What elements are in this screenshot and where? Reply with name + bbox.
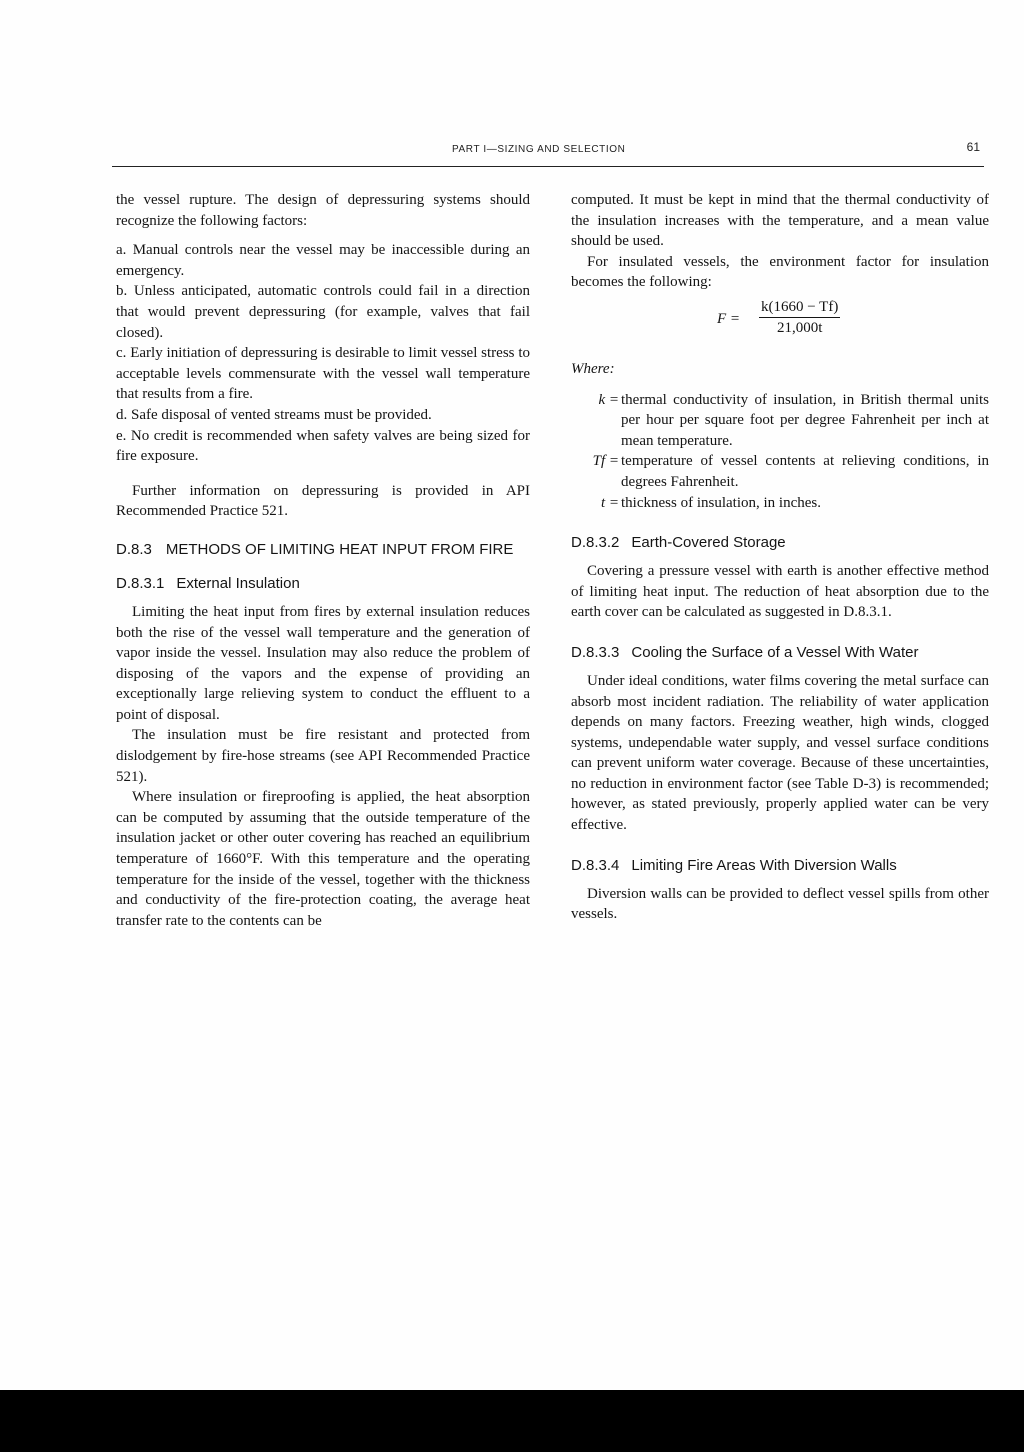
subsection-heading <box>571 856 989 876</box>
page-number: 61 <box>966 140 980 154</box>
body-paragraph: Covering a pressure vessel with earth is another effective method of limiting heat input. The reduction of heat absorption due to the earth cover can be calculated as suggested in D.8.3.1. <box>571 563 989 621</box>
body-paragraph: For insulated vessels, the environment factor for insulation becomes the following: <box>571 253 989 291</box>
definition-item <box>589 493 989 514</box>
continued-paragraph: computed. It must be kept in mind that the thermal conductivity of the insulation increases with the temperature, and a mean value should be used. <box>571 192 989 250</box>
subsection-heading <box>116 574 530 594</box>
body-paragraph: Under ideal conditions, water films covering the metal surface can absorb most incident radiation. The reliability of water application depends on many factors. Freezing weather, high winds, clogged systems, undependable water supply, and vessel surface conditions can prevent uniform water coverage. Because of these uncertainties, no reduction in environment factor (see Table D-3) is recommended; however, as stated previously, properly applied water can be very effective. <box>571 672 989 834</box>
right-column <box>571 190 989 925</box>
formula-denominator: 21,000t <box>776 319 823 336</box>
running-title: PART I—SIZING AND SELECTION <box>452 144 626 155</box>
definition-symbol: Tf = <box>592 453 619 470</box>
definition-symbol: t = <box>600 494 619 511</box>
formula-numerator: k(1660 − Tf) <box>759 297 840 318</box>
body-paragraph: Limiting the heat input from fires by external insulation reduces both the rise of the vessel wall temperature and the generation of vapor inside the vessel. Insulation may also reduce the problem of disposing of the vapors and the expense of providing an exceptionally large relieving system to conduct the effluent to a point of disposal. <box>116 603 530 723</box>
scan-border <box>0 1390 1024 1452</box>
factor-list <box>116 240 530 467</box>
section-title: METHODS OF LIMITING HEAT INPUT FROM FIRE <box>165 540 514 558</box>
definition-symbol: k = <box>598 391 619 408</box>
subsection-number: D.8.3.1 <box>116 574 165 592</box>
subsection-number: D.8.3.2 <box>571 534 620 552</box>
subsection-title: Cooling the Surface of a Vessel With Water <box>631 643 919 661</box>
subsection-title: Limiting Fire Areas With Diversion Walls <box>631 856 897 874</box>
left-column <box>116 190 530 931</box>
factor-item: a. Manual controls near the vessel may be inaccessible during an emergency. <box>116 242 530 279</box>
factor-item: c. Early initiation of depressuring is desirable to limit vessel stress to acceptable levels commensurate with the vessel wall temperature that results from a fire. <box>116 345 530 403</box>
body-paragraph: Diversion walls can be provided to deflect vessel spills from other vessels. <box>571 885 989 923</box>
intro-paragraph: the vessel rupture. The design of depressuring systems should recognize the following factors: <box>116 192 530 229</box>
body-paragraph: The insulation must be fire resistant and protected from dislodgement by fire-hose streams (see API Recommended Practice 521). <box>116 727 530 785</box>
subsection-title: External Insulation <box>176 574 300 592</box>
section-heading <box>116 540 530 560</box>
definition-item <box>589 451 989 492</box>
section-number: D.8.3 <box>116 540 152 558</box>
where-label: Where: <box>571 360 615 377</box>
formula-fraction <box>759 297 840 338</box>
definition-text: temperature of vessel contents at relieving conditions, in degrees Fahrenheit. <box>621 453 989 490</box>
environment-factor-formula <box>571 297 989 345</box>
variable-definitions <box>589 390 989 514</box>
definition-item <box>589 390 989 452</box>
subsection-heading <box>571 643 989 663</box>
subsection-number: D.8.3.3 <box>571 643 620 661</box>
subsection-number: D.8.3.4 <box>571 856 620 874</box>
factor-item: b. Unless anticipated, automatic controls could fail in a direction that would prevent depressuring (for example, valves that fail closed). <box>116 283 530 341</box>
formula-lhs: F = <box>717 310 741 327</box>
factor-item: d. Safe disposal of vented streams must be provided. <box>116 406 432 423</box>
subsection-heading <box>571 533 989 553</box>
further-info-paragraph: Further information on depressuring is provided in API Recommended Practice 521. <box>116 482 530 520</box>
subsection-title: Earth-Covered Storage <box>631 534 786 552</box>
factor-item: e. No credit is recommended when safety valves are being sized for fire exposure. <box>116 427 530 465</box>
body-paragraph: Where insulation or fireproofing is applied, the heat absorption can be computed by assuming that the outside temperature of the insulation jacket or other outer covering has reached an equilibrium temperature of 1660°F. With this temperature and the operating temperature for the inside of the vessel, together with the thickness and conductivity of the fire-protection coating, the average heat transfer rate to the contents can be <box>116 789 530 929</box>
page-header <box>112 140 984 167</box>
definition-text: thickness of insulation, in inches. <box>621 494 821 511</box>
definition-text: thermal conductivity of insulation, in British thermal units per hour per square foot per degree Fahrenheit per inch at mean temperature. <box>621 391 989 449</box>
